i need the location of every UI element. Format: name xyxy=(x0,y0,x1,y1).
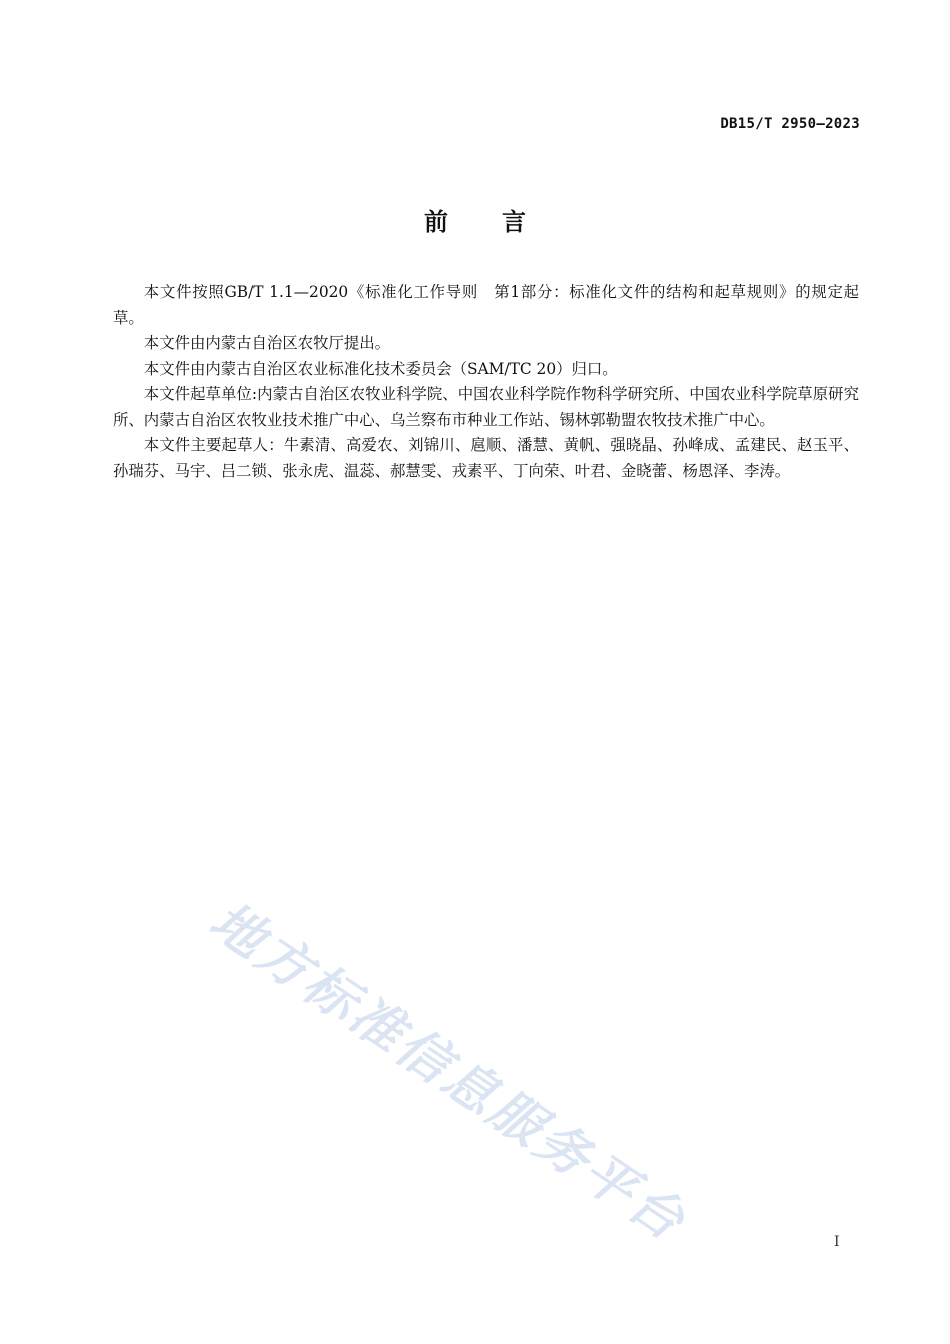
paragraph-drafters: 本文件主要起草人：牛素清、高爱农、刘锦川、扈顺、潘慧、黄帆、强晓晶、孙峰成、孟建民、赵玉平、孙瑞芬、马宇、吕二锁、张永虎、温蕊、郝慧雯、戎素平、丁向荣、叶君、金晓蕾、杨恩泽、李涛。 xyxy=(113,436,859,480)
page-number: I xyxy=(834,1234,840,1250)
paragraph-proposer: 本文件由内蒙古自治区农牧厅提出。 xyxy=(143,334,391,352)
document-code: DB15/T 2950—2023 xyxy=(720,116,860,132)
watermark: 地方标准信息服务平台 xyxy=(199,890,698,1254)
section-title: 前言 xyxy=(424,208,580,236)
paragraph-drafting-units: 本文件起草单位:内蒙古自治区农牧业科学院、中国农业科学院作物科学研究所、中国农业科学院草原研究所、内蒙古自治区农牧业技术推广中心、乌兰察布市种业工作站、锡林郭勒盟农牧技术推广中心。 xyxy=(113,385,859,429)
foreword-body xyxy=(113,280,859,484)
paragraph-centralized-by: 本文件由内蒙古自治区农业标准化技术委员会（SAM/TC 20）归口。 xyxy=(143,359,618,378)
paragraph-drafting-rules: 本文件按照GB/T 1.1—2020《标准化工作导则 第1部分：标准化文件的结构和起草规则》的规定起草。 xyxy=(113,283,859,327)
